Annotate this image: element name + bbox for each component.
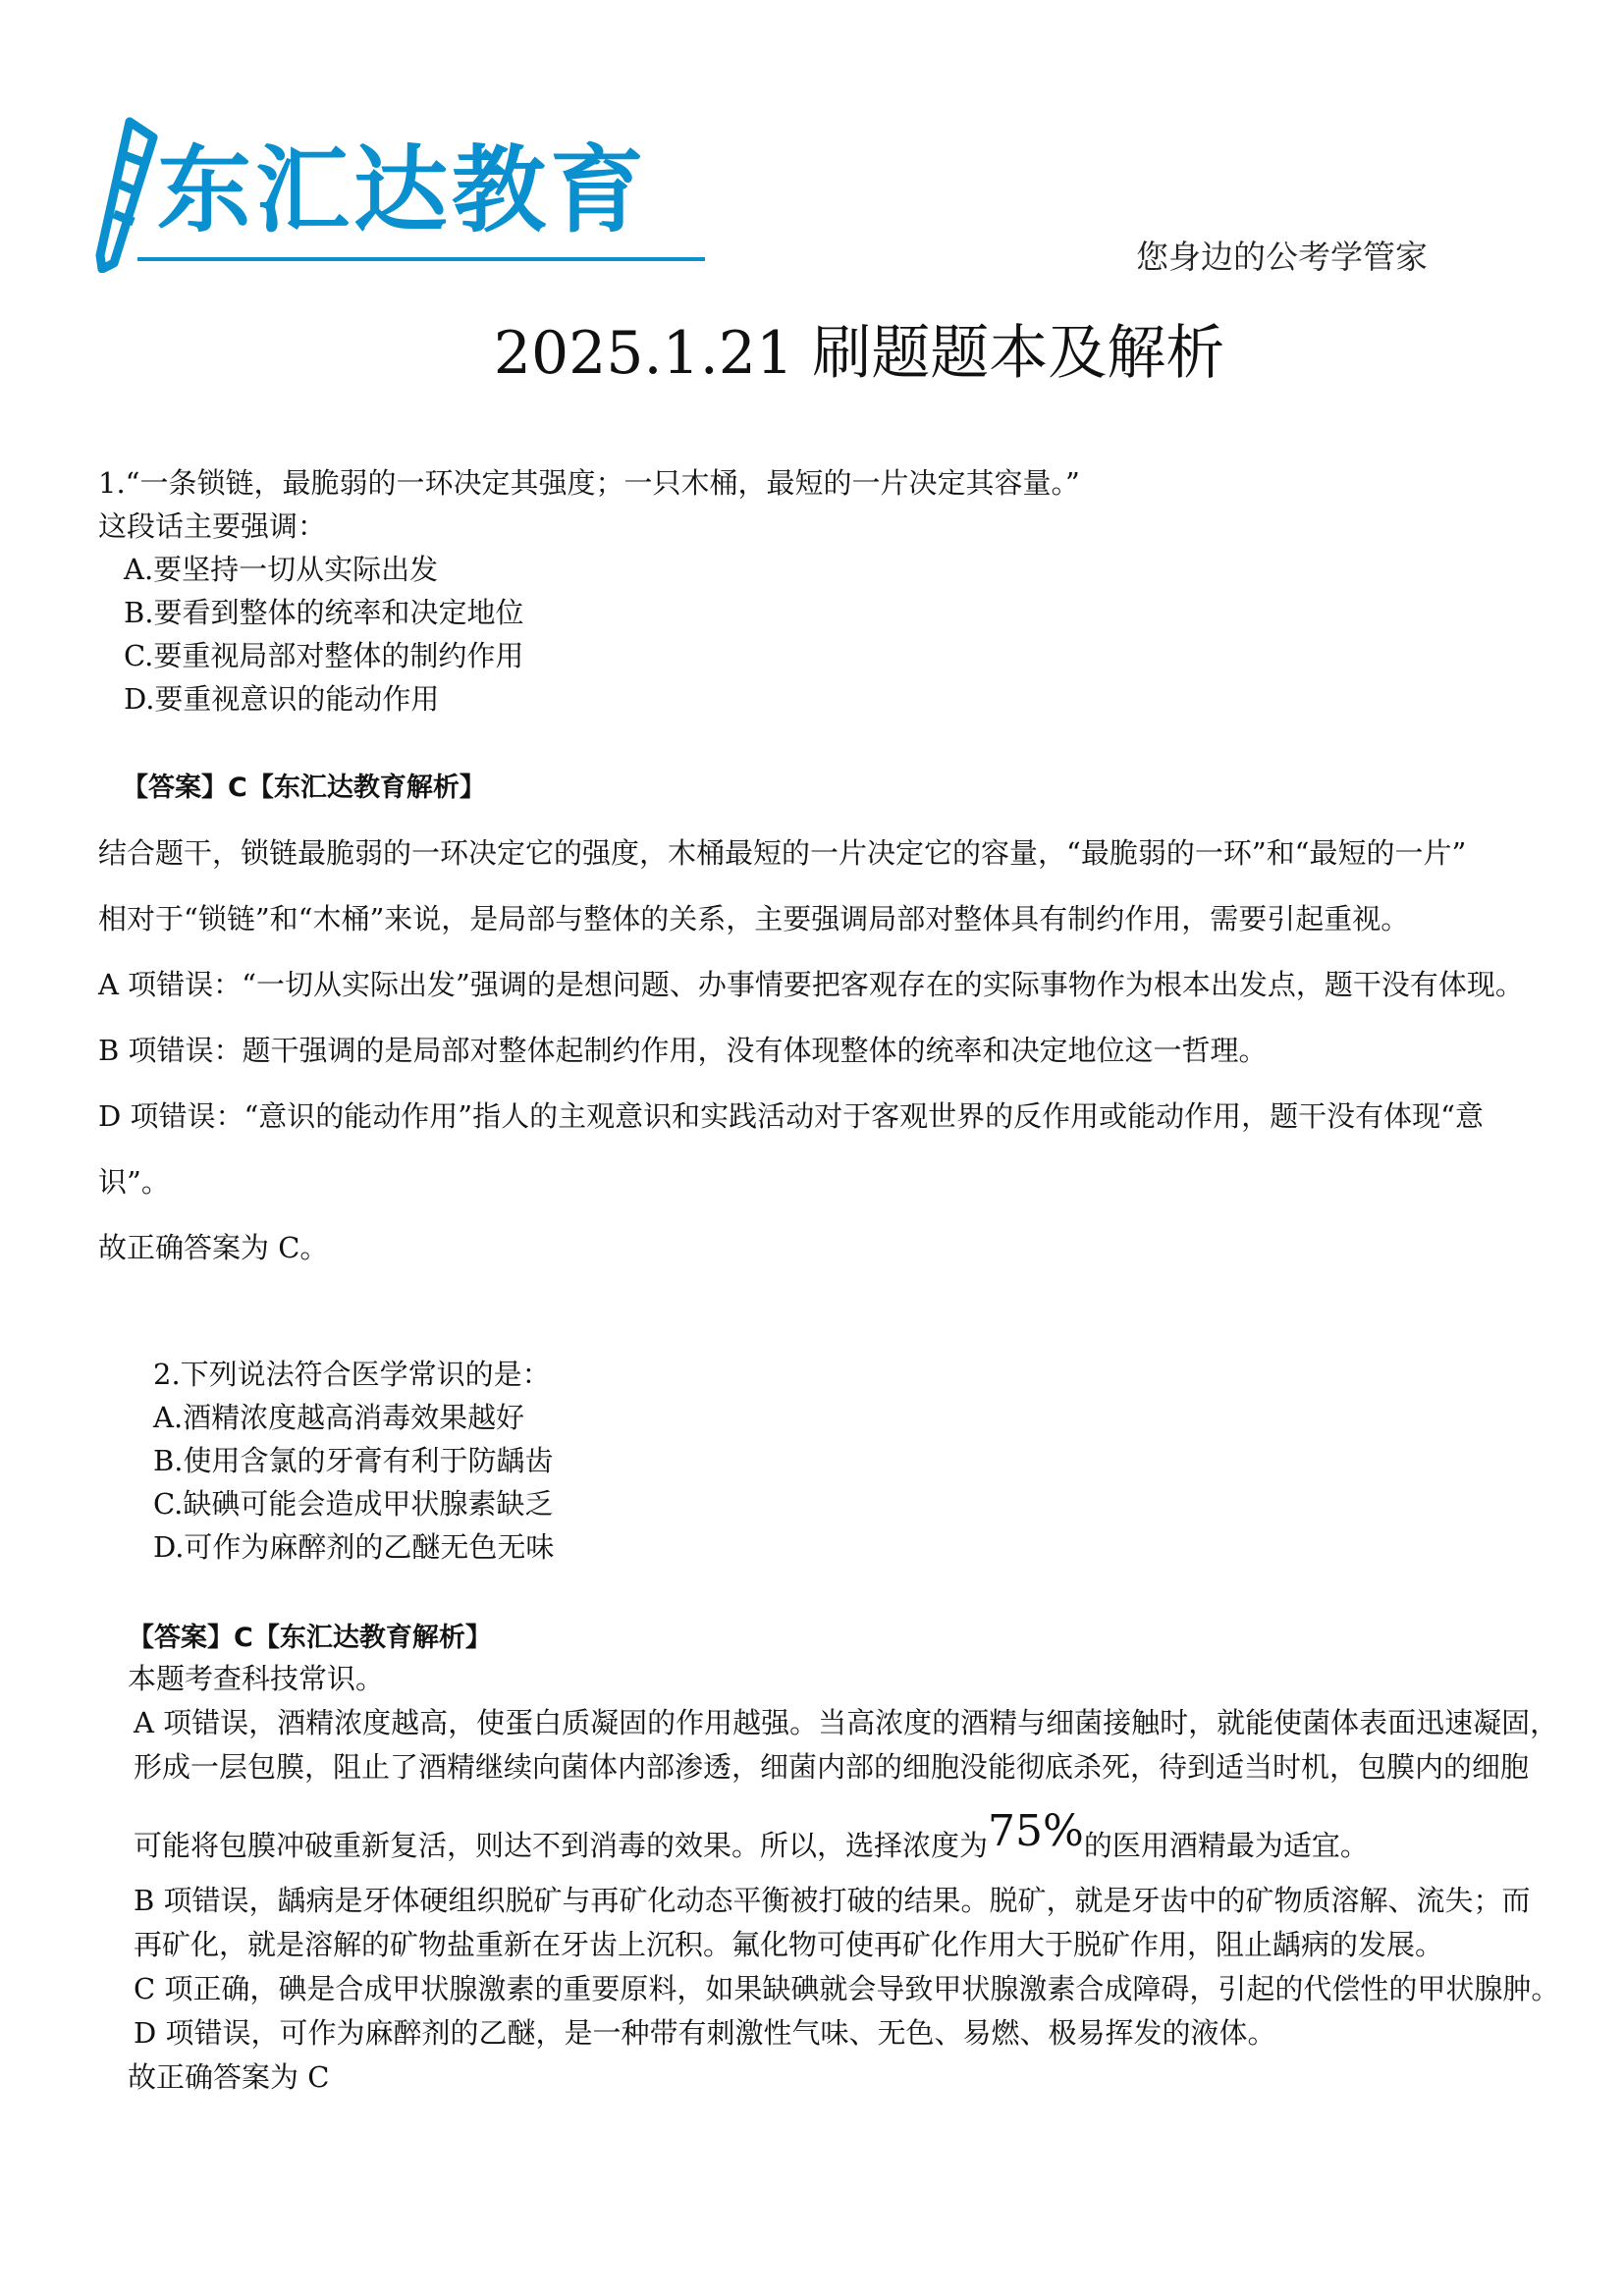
q1-explanation-line: B 项错误：题干强调的是局部对整体起制约作用，没有体现整体的统率和决定地位这一哲理。 (98, 1034, 1268, 1067)
q2-conclusion: 故正确答案为 C (128, 2060, 330, 2094)
q1-option-d: D.要重视意识的能动作用 (124, 682, 440, 716)
q2-explanation-line: B 项错误，龋病是牙体硬组织脱矿与再矿化动态平衡被打破的结果。脱矿，就是牙齿中的矿物质溶解、流失；而 (134, 1884, 1531, 1917)
q1-option-b: B.要看到整体的统率和决定地位 (124, 596, 524, 629)
tagline: 您身边的公考学管家 (1136, 238, 1428, 276)
percent-75: 75% (988, 1806, 1084, 1856)
q1-stem-line1: 1.“一条锁链，最脆弱的一环决定其强度；一只木桶，最短的一片决定其容量。” (98, 466, 1080, 500)
q1-explanation-line: D 项错误：“意识的能动作用”指人的主观意识和实践活动对于客观世界的反作用或能动作用，题干没有体现“意 (98, 1099, 1484, 1133)
q2-a-line3-pre: 可能将包膜冲破重新复活，则达不到消毒的效果。所以，选择浓度为 (134, 1829, 989, 1862)
q1-option-a: A.要坚持一切从实际出发 (124, 553, 439, 586)
q2-explanation-line: C 项正确，碘是合成甲状腺激素的重要原料，如果缺碘就会导致甲状腺激素合成障碍，引起的代偿性的甲状腺肿。 (134, 1972, 1560, 2005)
q1-explanation-line: 识”。 (98, 1165, 170, 1199)
page-title: 2025.1.21 刷题题本及解析 (493, 319, 1225, 388)
q2-option-a: A.酒精浓度越高消毒效果越好 (153, 1401, 525, 1434)
q1-stem-line2: 这段话主要强调： (98, 509, 327, 543)
q2-stem: 2.下列说法符合医学常识的是： (153, 1358, 551, 1391)
q2-answer-header: 【答案】C【东汇达教育解析】 (128, 1623, 492, 1653)
q2-explanation-line: D 项错误，可作为麻醉剂的乙醚，是一种带有刺激性气味、无色、易燃、极易挥发的液体。 (134, 2016, 1276, 2050)
brand-logo-text: 东汇达教育 (157, 135, 648, 245)
q1-answer-header: 【答案】C【东汇达教育解析】 (122, 773, 486, 803)
q2-intro: 本题考查科技常识。 (128, 1662, 385, 1695)
q2-explanation-line: A 项错误，酒精浓度越高，使蛋白质凝固的作用越强。当高浓度的酒精与细菌接触时，就能使菌体表面迅速凝固， (134, 1706, 1559, 1739)
q2-a-line3-post: 的医用酒精最为适宜。 (1083, 1829, 1369, 1862)
q2-explanation-line: 形成一层包膜，阻止了酒精继续向菌体内部渗透，细菌内部的细胞没能彻底杀死，待到适当时机，包膜内的细胞 (134, 1750, 1530, 1784)
q2-option-c: C.缺碘可能会造成甲状腺素缺乏 (153, 1487, 554, 1521)
q2-option-d: D.可作为麻醉剂的乙醚无色无味 (153, 1530, 555, 1564)
q2-explanation-line-with-percent (134, 1806, 1369, 1868)
q1-explanation-line: A 项错误：“一切从实际出发”强调的是想问题、办事情要把客观存在的实际事物作为根本出发点，题干没有体现。 (98, 968, 1524, 1001)
q1-explanation-line: 相对于“锁链”和“木桶”来说，是局部与整体的关系，主要强调局部对整体具有制约作用，需要引起重视。 (98, 902, 1410, 935)
pencil-logo-icon (94, 116, 165, 273)
q1-option-c: C.要重视局部对整体的制约作用 (124, 639, 524, 672)
q1-explanation-line: 结合题干，锁链最脆弱的一环决定它的强度，木桶最短的一片决定它的容量，“最脆弱的一环”和“最短的一片” (98, 836, 1467, 870)
q2-option-b: B.使用含氯的牙膏有利于防龋齿 (153, 1444, 554, 1477)
q2-explanation-line: 再矿化，就是溶解的矿物盐重新在牙齿上沉积。氟化物可使再矿化作用大于脱矿作用，阻止龋病的发展。 (134, 1928, 1444, 1961)
q1-conclusion: 故正确答案为 C。 (98, 1231, 329, 1264)
logo-underline (137, 257, 705, 261)
